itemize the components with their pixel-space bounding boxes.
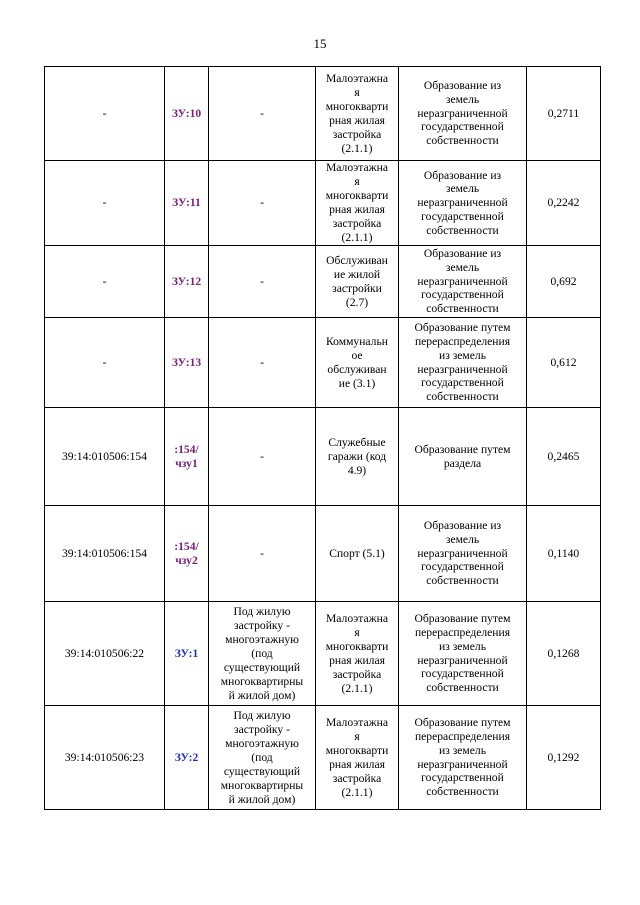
area-cell (527, 161, 601, 246)
plot-id-cell (165, 706, 209, 810)
plot-id-text: ЗУ:1 (174, 646, 199, 660)
cadastral-number-text: - (102, 106, 107, 120)
current-usage-text: Под жилую застройку - многоэтажную (под существующий многоквартирны й жилой дом) (220, 604, 304, 702)
cadastral-number-cell (45, 67, 165, 161)
table-row (45, 706, 601, 810)
current-usage-text: - (260, 449, 264, 463)
permitted-use-cell (316, 602, 399, 706)
area-text: 0,2711 (547, 106, 580, 120)
cadastral-number-cell (45, 246, 165, 318)
table-row (45, 318, 601, 408)
formation-method-text: Образование из земель неразграниченной государственной собственности (417, 168, 508, 237)
current-usage-cell (209, 706, 316, 810)
plot-id-cell (165, 161, 209, 246)
area-cell (527, 246, 601, 318)
plot-id-text: ЗУ:2 (174, 750, 199, 764)
current-usage-text: Под жилую застройку - многоэтажную (под существующий многоквартирны й жилой дом) (220, 708, 304, 806)
permitted-use-text: Малоэтажна я многокварти рная жилая застройка (2.1.1) (325, 611, 389, 695)
area-text: 0,2465 (547, 449, 580, 463)
formation-method-text: Образование из земель неразграниченной государственной собственности (417, 247, 508, 316)
cadastral-number-text: 39:14:010506:22 (64, 646, 145, 660)
plot-id-cell (165, 246, 209, 318)
area-text: 0,692 (550, 274, 577, 288)
formation-method-cell (399, 318, 527, 408)
area-cell (527, 602, 601, 706)
plot-id-cell (165, 602, 209, 706)
cadastral-number-text: - (102, 196, 107, 209)
formation-method-cell (399, 506, 527, 602)
current-usage-cell (209, 408, 316, 506)
cadastral-number-cell (45, 602, 165, 706)
cadastral-number-cell (45, 506, 165, 602)
current-usage-cell (209, 506, 316, 602)
permitted-use-cell (316, 318, 399, 408)
permitted-use-cell (316, 161, 399, 246)
area-cell (527, 506, 601, 602)
plot-id-text: :154/ чзу2 (174, 539, 199, 567)
plot-id-text: ЗУ:11 (172, 196, 201, 209)
current-usage-cell (209, 318, 316, 408)
cadastral-number-cell (45, 318, 165, 408)
area-text: 0,2242 (547, 196, 580, 209)
table-row (45, 161, 601, 246)
table-row (45, 67, 601, 161)
current-usage-cell (209, 161, 316, 246)
cadastral-number-text: - (102, 274, 107, 288)
plot-id-text: ЗУ:12 (171, 274, 202, 288)
current-usage-cell (209, 602, 316, 706)
formation-method-cell (399, 246, 527, 318)
area-text: 0,1140 (547, 546, 580, 560)
table-row (45, 506, 601, 602)
formation-method-text: Образование путем перераспределения из земель неразграниченной государственной собственности (414, 716, 511, 799)
plot-id-cell (165, 67, 209, 161)
formation-method-text: Образование путем перераспределения из земель неразграниченной государственной собственности (414, 321, 511, 404)
area-text: 0,612 (550, 355, 577, 369)
permitted-use-cell (316, 246, 399, 318)
permitted-use-text: Малоэтажна я многокварти рная жилая застройка (2.1.1) (325, 161, 389, 244)
page-number: 15 (313, 36, 327, 51)
formation-method-cell (399, 67, 527, 161)
table-row (45, 246, 601, 318)
formation-method-cell (399, 408, 527, 506)
plot-id-cell (165, 318, 209, 408)
current-usage-text: - (260, 196, 264, 209)
permitted-use-text: Малоэтажна я многокварти рная жилая застройка (2.1.1) (325, 715, 389, 799)
current-usage-text: - (260, 546, 264, 560)
formation-method-text: Образование из земель неразграниченной государственной собственности (417, 519, 508, 588)
formation-method-cell (399, 161, 527, 246)
formation-method-text: Образование путем перераспределения из земель неразграниченной государственной собственности (414, 612, 511, 695)
current-usage-text: - (260, 274, 264, 288)
area-cell (527, 67, 601, 161)
permitted-use-text: Обслуживан ие жилой застройки (2.7) (326, 253, 388, 309)
area-cell (527, 706, 601, 810)
plot-id-text: ЗУ:13 (171, 355, 202, 369)
permitted-use-text: Спорт (5.1) (329, 546, 385, 560)
table-row (45, 602, 601, 706)
current-usage-cell (209, 246, 316, 318)
plot-id-text: ЗУ:10 (171, 106, 202, 120)
formation-method-cell (399, 602, 527, 706)
area-text: 0,1268 (547, 646, 580, 660)
area-text: 0,1292 (547, 750, 580, 764)
cadastral-number-text: 39:14:010506:23 (64, 750, 145, 764)
permitted-use-text: Коммунальн ое обслуживан ие (3.1) (326, 334, 388, 390)
cadastral-number-text: 39:14:010506:154 (61, 546, 148, 560)
plot-id-cell (165, 408, 209, 506)
permitted-use-cell (316, 67, 399, 161)
plot-id-text: :154/ чзу1 (174, 442, 199, 470)
current-usage-text: - (260, 355, 264, 369)
permitted-use-text: Служебные гаражи (код 4.9) (327, 435, 387, 477)
area-cell (527, 318, 601, 408)
permitted-use-text: Малоэтажна я многокварти рная жилая застройка (2.1.1) (325, 71, 389, 155)
current-usage-cell (209, 67, 316, 161)
current-usage-text: - (260, 106, 264, 120)
cadastral-number-text: 39:14:010506:154 (61, 449, 148, 463)
table-row (45, 408, 601, 506)
cadastral-number-cell (45, 706, 165, 810)
permitted-use-cell (316, 408, 399, 506)
cadastral-number-cell (45, 408, 165, 506)
land-plots-table (44, 66, 601, 810)
cadastral-number-cell (45, 161, 165, 246)
formation-method-cell (399, 706, 527, 810)
permitted-use-cell (316, 706, 399, 810)
formation-method-text: Образование из земель неразграниченной государственной собственности (417, 79, 508, 148)
cadastral-number-text: - (102, 355, 107, 369)
plot-id-cell (165, 506, 209, 602)
permitted-use-cell (316, 506, 399, 602)
formation-method-text: Образование путем раздела (414, 442, 511, 470)
area-cell (527, 408, 601, 506)
